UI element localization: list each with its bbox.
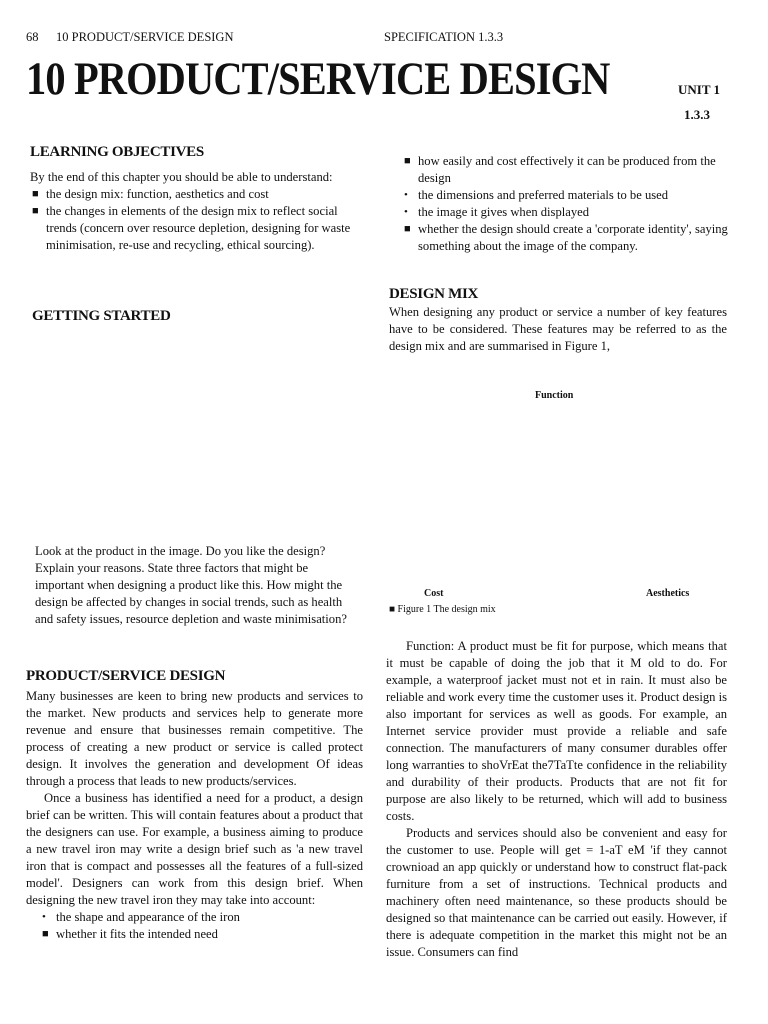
consideration-item: • the dimensions and preferred materials to be used xyxy=(404,188,669,202)
consideration-item: • the shape and appearance of the iron xyxy=(42,910,240,924)
round-bullet-icon: • xyxy=(42,911,46,923)
design-considerations-list xyxy=(402,153,732,255)
design-mix-intro: When designing any product or service a number of key features have to be considered. These features may be referred to as the design mix and are summarised in Figure 1, xyxy=(389,305,727,353)
square-bullet-icon: ■ xyxy=(404,155,411,167)
getting-started-text: Look at the product in the image. Do you like the design? Explain your reasons. State three factors that might be important when designing a product like this. How might the design be affected by changes in social trends, such as health and safety issues, resource depletion and waste minimisation? xyxy=(35,544,347,626)
figure-caption: ■ Figure 1 The design mix xyxy=(389,604,496,615)
getting-started-heading: GETTING STARTED xyxy=(32,308,171,324)
consideration-item: ■ whether it fits the intended need xyxy=(42,927,218,941)
product-service-design-heading: PRODUCT/SERVICE DESIGN xyxy=(26,668,226,684)
running-specification: SPECIFICATION 1.3.3 xyxy=(384,30,504,44)
unit-spec: 1.3.3 xyxy=(684,107,710,122)
page-number: 68 xyxy=(26,30,39,44)
unit-label: UNIT 1 xyxy=(678,82,721,97)
paragraph: Once a business has identified a need for a product, a design brief can be written. This will contain features about a product that the designers can use. For example, a business aiming to produce a new travel iron may write a design brief such as 'a new travel iron that is compact and possesses all the features of a full-sized model'. Designers can work from this design brief. When designing the new travel iron they may take into account: xyxy=(26,791,363,907)
figure-function-label: Function xyxy=(535,390,574,401)
round-bullet-icon: • xyxy=(404,189,408,201)
product-service-design-body xyxy=(26,688,363,943)
design-mix-heading: DESIGN MIX xyxy=(389,286,479,302)
objective-item: ■ the design mix: function, aesthetics and cost xyxy=(32,187,269,201)
figure-aesthetics-label: Aesthetics xyxy=(646,588,690,599)
figure-cost-label: Cost xyxy=(424,588,444,599)
round-bullet-icon: • xyxy=(404,206,408,218)
consideration-item: ■ whether the design should create a 'corporate identity', saying something about the image of the company. xyxy=(404,222,728,253)
consideration-item: • the image it gives when displayed xyxy=(404,205,590,219)
square-bullet-icon: ■ xyxy=(42,928,49,940)
square-bullet-icon: ■ xyxy=(32,205,39,217)
paragraph: Many businesses are keen to bring new products and services to the market. New products and services help to generate more revenue and ensure that businesses remain competitive. The process of creating a new product or service is called protect design. It involves the generation and development Of ideas through a process that leads to new products/services. xyxy=(26,689,363,788)
learning-objectives xyxy=(30,170,360,254)
paragraph: Function: A product must be fit for purpose, which means that it must be capable of doing the job that it M old to do. For example, a waterproof jacket must not et in rain. It must also be reliable and work every time the customer uses it. Product design is also important for services as well as goods. For example, an Internet service provider must provide a reliable and safe connection. The manufacturers of many consumer durables offer long warranties to shoVrEat the7TaTte confidence in the reliability and durability of their products. Products that are not fit for purpose are also likely to be returned, which will add to business costs. xyxy=(386,639,727,823)
objective-item: ■ the changes in elements of the design mix to reflect social trends (concern over resource depletion, designing for waste minimisation, re-use and recycling, ethical sourcing). xyxy=(32,204,351,252)
running-chapter-title: 10 PRODUCT/SERVICE DESIGN xyxy=(56,30,234,44)
chapter-title: 10 PRODUCT/SERVICE DESIGN xyxy=(26,53,610,105)
learning-objectives-heading: LEARNING OBJECTIVES xyxy=(30,144,204,160)
square-bullet-icon: ■ xyxy=(404,223,411,235)
consideration-item: ■ how easily and cost effectively it can be produced from the design xyxy=(404,154,716,185)
paragraph: Products and services should also be convenient and easy for the customer to use. People will get = 1-aT eM 'if they cannot crownioad an app quickly or understand how to construct flat-pack furniture from a set of instructions. Technical products and machinery often need maintenance, so these products should be designed so that maintenance can be carried out easily. However, if there is adequate competition in the market this might not be an issue. Consumers can find xyxy=(386,826,727,959)
function-section xyxy=(386,638,727,961)
learning-objectives-intro: By the end of this chapter you should be able to understand: xyxy=(30,170,333,184)
square-bullet-icon: ■ xyxy=(32,188,39,200)
